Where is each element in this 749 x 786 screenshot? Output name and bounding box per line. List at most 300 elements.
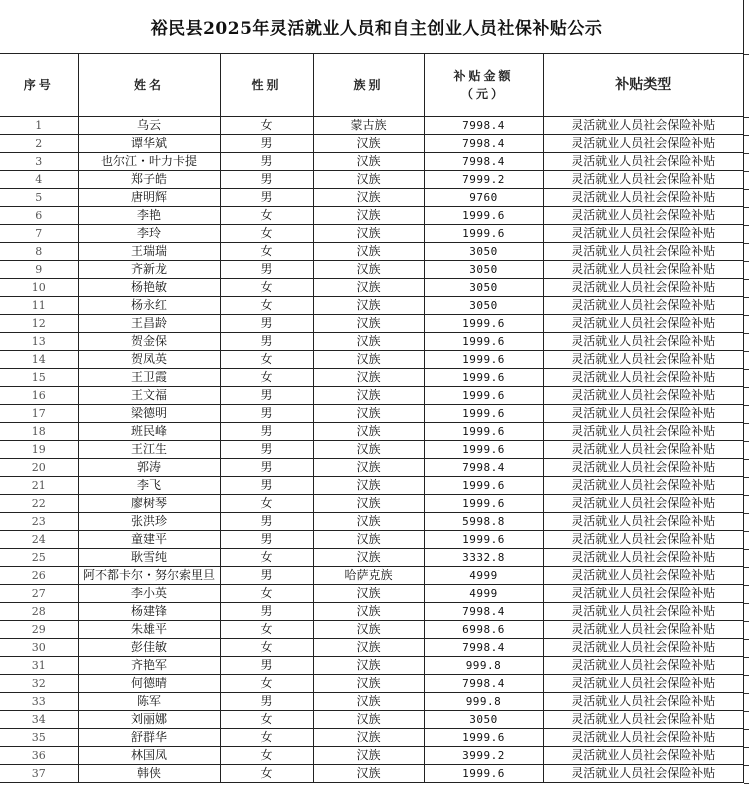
cell-name: 郭涛 [78, 459, 220, 477]
edge-tick [744, 387, 749, 388]
cell-no: 26 [0, 567, 78, 585]
cell-name: 梁德明 [78, 405, 220, 423]
edge-tick [744, 765, 749, 766]
cell-ethnicity: 汉族 [313, 369, 424, 387]
edge-tick [744, 585, 749, 586]
cell-no: 2 [0, 135, 78, 153]
cell-no: 35 [0, 729, 78, 747]
table-row [0, 639, 743, 657]
cell-no: 20 [0, 459, 78, 477]
cell-amount: 999.8 [424, 657, 543, 675]
cell-type: 灵活就业人员社会保险补贴 [543, 243, 743, 261]
cell-gender: 男 [220, 333, 313, 351]
cell-gender: 男 [220, 567, 313, 585]
cell-no: 36 [0, 747, 78, 765]
cell-name: 王卫霞 [78, 369, 220, 387]
edge-tick [744, 711, 749, 712]
cell-amount: 3050 [424, 711, 543, 729]
cell-gender: 女 [220, 675, 313, 693]
cell-gender: 男 [220, 387, 313, 405]
table-row [0, 441, 743, 459]
cell-type: 灵活就业人员社会保险补贴 [543, 531, 743, 549]
edge-tick [744, 567, 749, 568]
cell-type: 灵活就业人员社会保险补贴 [543, 567, 743, 585]
table-row [0, 279, 743, 297]
cell-ethnicity: 汉族 [313, 747, 424, 765]
subsidy-table [0, 54, 743, 783]
cell-name: 阿不都卡尔・努尔索里旦 [78, 567, 220, 585]
header-type: 补贴类型 [543, 54, 743, 117]
cell-amount: 3050 [424, 297, 543, 315]
document-title: 裕民县2025年灵活就业人员和自主创业人员社保补贴公示 [150, 19, 603, 39]
cell-type: 灵活就业人员社会保险补贴 [543, 351, 743, 369]
cell-no: 16 [0, 387, 78, 405]
cell-gender: 男 [220, 423, 313, 441]
cell-amount: 7998.4 [424, 135, 543, 153]
cell-name: 齐艳军 [78, 657, 220, 675]
table-body [0, 117, 743, 783]
table-row [0, 315, 743, 333]
table-row [0, 423, 743, 441]
cell-ethnicity: 汉族 [313, 711, 424, 729]
header-ethnicity: 族别 [313, 54, 424, 117]
cell-type: 灵活就业人员社会保险补贴 [543, 135, 743, 153]
cell-name: 杨艳敏 [78, 279, 220, 297]
cell-type: 灵活就业人员社会保险补贴 [543, 387, 743, 405]
cell-gender: 女 [220, 243, 313, 261]
edge-tick [744, 657, 749, 658]
cell-amount: 7998.4 [424, 675, 543, 693]
cell-gender: 男 [220, 441, 313, 459]
edge-tick [744, 315, 749, 316]
cell-name: 李飞 [78, 477, 220, 495]
cell-no: 32 [0, 675, 78, 693]
cell-amount: 4999 [424, 567, 543, 585]
cell-ethnicity: 汉族 [313, 549, 424, 567]
table-row [0, 369, 743, 387]
cell-amount: 1999.6 [424, 315, 543, 333]
cell-gender: 女 [220, 729, 313, 747]
cell-no: 9 [0, 261, 78, 279]
cell-name: 唐明辉 [78, 189, 220, 207]
cell-gender: 男 [220, 693, 313, 711]
cell-gender: 女 [220, 351, 313, 369]
cell-no: 19 [0, 441, 78, 459]
table-row [0, 495, 743, 513]
cell-ethnicity: 汉族 [313, 603, 424, 621]
table-row [0, 531, 743, 549]
cell-name: 廖树琴 [78, 495, 220, 513]
cell-amount: 1999.6 [424, 369, 543, 387]
cell-no: 34 [0, 711, 78, 729]
cell-no: 17 [0, 405, 78, 423]
cell-name: 杨永红 [78, 297, 220, 315]
cell-name: 林国凤 [78, 747, 220, 765]
table-row [0, 549, 743, 567]
cell-ethnicity: 汉族 [313, 387, 424, 405]
table-row [0, 333, 743, 351]
edge-tick [744, 117, 749, 118]
edge-tick [744, 477, 749, 478]
cell-amount: 1999.6 [424, 423, 543, 441]
edge-tick [744, 369, 749, 370]
cell-name: 刘丽娜 [78, 711, 220, 729]
cell-gender: 男 [220, 657, 313, 675]
table-row [0, 261, 743, 279]
cell-gender: 女 [220, 549, 313, 567]
cell-no: 7 [0, 225, 78, 243]
cell-gender: 男 [220, 603, 313, 621]
cell-amount: 1999.6 [424, 477, 543, 495]
cell-type: 灵活就业人员社会保险补贴 [543, 297, 743, 315]
edge-tick [744, 279, 749, 280]
cell-gender: 女 [220, 639, 313, 657]
cell-ethnicity: 汉族 [313, 477, 424, 495]
cell-type: 灵活就业人员社会保险补贴 [543, 333, 743, 351]
cell-ethnicity: 汉族 [313, 189, 424, 207]
edge-tick [744, 459, 749, 460]
edge-tick [744, 153, 749, 154]
cell-ethnicity: 汉族 [313, 171, 424, 189]
cell-ethnicity: 汉族 [313, 243, 424, 261]
cell-amount: 1999.6 [424, 495, 543, 513]
cell-amount: 3999.2 [424, 747, 543, 765]
cell-no: 14 [0, 351, 78, 369]
cell-type: 灵活就业人员社会保险补贴 [543, 423, 743, 441]
edge-tick [744, 423, 749, 424]
cell-name: 王江生 [78, 441, 220, 459]
cell-amount: 3332.8 [424, 549, 543, 567]
cell-type: 灵活就业人员社会保险补贴 [543, 657, 743, 675]
cell-type: 灵活就业人员社会保险补贴 [543, 693, 743, 711]
cell-gender: 男 [220, 405, 313, 423]
table-row [0, 567, 743, 585]
cell-type: 灵活就业人员社会保险补贴 [543, 711, 743, 729]
cell-gender: 女 [220, 765, 313, 783]
edge-tick [744, 225, 749, 226]
header-row [0, 54, 743, 117]
edge-tick [744, 495, 749, 496]
cell-no: 37 [0, 765, 78, 783]
cell-ethnicity: 汉族 [313, 621, 424, 639]
cell-type: 灵活就业人员社会保险补贴 [543, 639, 743, 657]
edge-tick [744, 603, 749, 604]
table-row [0, 657, 743, 675]
edge-tick [744, 675, 749, 676]
cell-name: 朱雄平 [78, 621, 220, 639]
edge-tick [744, 693, 749, 694]
cell-ethnicity: 汉族 [313, 765, 424, 783]
header-amount-line2: （元） [460, 87, 506, 101]
cell-ethnicity: 汉族 [313, 693, 424, 711]
cell-no: 23 [0, 513, 78, 531]
cell-type: 灵活就业人员社会保险补贴 [543, 261, 743, 279]
table-row [0, 387, 743, 405]
cell-no: 31 [0, 657, 78, 675]
cell-name: 郑子皓 [78, 171, 220, 189]
cell-ethnicity: 汉族 [313, 351, 424, 369]
cell-amount: 7998.4 [424, 639, 543, 657]
cell-type: 灵活就业人员社会保险补贴 [543, 729, 743, 747]
cell-no: 24 [0, 531, 78, 549]
edge-tick [744, 54, 749, 55]
cell-ethnicity: 汉族 [313, 315, 424, 333]
cell-gender: 女 [220, 495, 313, 513]
cell-ethnicity: 汉族 [313, 405, 424, 423]
cell-no: 8 [0, 243, 78, 261]
cell-gender: 男 [220, 315, 313, 333]
table-row [0, 171, 743, 189]
cell-gender: 女 [220, 279, 313, 297]
cell-amount: 3050 [424, 279, 543, 297]
edge-tick [744, 351, 749, 352]
table-row [0, 585, 743, 603]
cell-type: 灵活就业人员社会保险补贴 [543, 405, 743, 423]
cell-ethnicity: 汉族 [313, 333, 424, 351]
cell-ethnicity: 汉族 [313, 135, 424, 153]
edge-tick [744, 729, 749, 730]
table-row [0, 729, 743, 747]
cell-amount: 1999.6 [424, 441, 543, 459]
table-row [0, 477, 743, 495]
cell-type: 灵活就业人员社会保险补贴 [543, 585, 743, 603]
cell-type: 灵活就业人员社会保险补贴 [543, 153, 743, 171]
cell-no: 10 [0, 279, 78, 297]
table-row [0, 351, 743, 369]
cell-amount: 1999.6 [424, 729, 543, 747]
cell-amount: 7999.2 [424, 171, 543, 189]
table-row [0, 675, 743, 693]
edge-tick [744, 549, 749, 550]
cell-type: 灵活就业人员社会保险补贴 [543, 513, 743, 531]
cell-type: 灵活就业人员社会保险补贴 [543, 675, 743, 693]
header-amount-line1: 补贴金额 [453, 69, 514, 83]
cell-type: 灵活就业人员社会保险补贴 [543, 279, 743, 297]
edge-tick [744, 243, 749, 244]
cell-type: 灵活就业人员社会保险补贴 [543, 315, 743, 333]
cell-no: 11 [0, 297, 78, 315]
table-row [0, 207, 743, 225]
cell-gender: 女 [220, 225, 313, 243]
cell-gender: 男 [220, 513, 313, 531]
edge-tick [744, 747, 749, 748]
cell-name: 舒群华 [78, 729, 220, 747]
cell-name: 耿雪纯 [78, 549, 220, 567]
cell-name: 韩侠 [78, 765, 220, 783]
cell-amount: 1999.6 [424, 207, 543, 225]
cell-type: 灵活就业人员社会保险补贴 [543, 621, 743, 639]
cell-gender: 女 [220, 747, 313, 765]
cell-gender: 男 [220, 135, 313, 153]
cell-gender: 女 [220, 585, 313, 603]
table-row [0, 405, 743, 423]
cell-ethnicity: 汉族 [313, 153, 424, 171]
edge-tick [744, 639, 749, 640]
cell-amount: 1999.6 [424, 351, 543, 369]
cell-no: 29 [0, 621, 78, 639]
cell-amount: 1999.6 [424, 531, 543, 549]
cell-gender: 男 [220, 531, 313, 549]
cell-gender: 男 [220, 261, 313, 279]
edge-tick [744, 261, 749, 262]
edge-tick [744, 783, 749, 784]
cell-amount: 999.8 [424, 693, 543, 711]
edge-tick [744, 531, 749, 532]
cell-ethnicity: 汉族 [313, 225, 424, 243]
cell-ethnicity: 汉族 [313, 261, 424, 279]
table-row [0, 225, 743, 243]
cell-amount: 9760 [424, 189, 543, 207]
table-row [0, 117, 743, 135]
table-row [0, 297, 743, 315]
table-row [0, 693, 743, 711]
cell-amount: 1999.6 [424, 225, 543, 243]
edge-tick [744, 441, 749, 442]
table-row [0, 711, 743, 729]
cell-name: 李艳 [78, 207, 220, 225]
cell-amount: 7998.4 [424, 603, 543, 621]
cell-type: 灵活就业人员社会保险补贴 [543, 477, 743, 495]
cell-ethnicity: 汉族 [313, 729, 424, 747]
cell-type: 灵活就业人员社会保险补贴 [543, 369, 743, 387]
cell-name: 杨建锋 [78, 603, 220, 621]
header-amount [424, 54, 543, 117]
cell-ethnicity: 汉族 [313, 297, 424, 315]
cell-no: 27 [0, 585, 78, 603]
cell-type: 灵活就业人员社会保险补贴 [543, 459, 743, 477]
cell-amount: 1999.6 [424, 765, 543, 783]
cell-amount: 7998.4 [424, 117, 543, 135]
cell-no: 1 [0, 117, 78, 135]
cell-ethnicity: 汉族 [313, 207, 424, 225]
table-row [0, 189, 743, 207]
cell-no: 12 [0, 315, 78, 333]
cell-amount: 1999.6 [424, 405, 543, 423]
cell-no: 30 [0, 639, 78, 657]
cell-ethnicity: 汉族 [313, 495, 424, 513]
table-row [0, 603, 743, 621]
cell-no: 5 [0, 189, 78, 207]
cell-amount: 3050 [424, 243, 543, 261]
cell-type: 灵活就业人员社会保险补贴 [543, 117, 743, 135]
cell-ethnicity: 汉族 [313, 513, 424, 531]
cell-type: 灵活就业人员社会保险补贴 [543, 495, 743, 513]
cell-name: 齐新龙 [78, 261, 220, 279]
cell-amount: 7998.4 [424, 459, 543, 477]
cell-no: 13 [0, 333, 78, 351]
table-row [0, 243, 743, 261]
cell-ethnicity: 汉族 [313, 531, 424, 549]
cell-gender: 男 [220, 477, 313, 495]
cell-gender: 女 [220, 621, 313, 639]
cell-name: 贺金保 [78, 333, 220, 351]
cell-amount: 4999 [424, 585, 543, 603]
cell-name: 王瑞瑞 [78, 243, 220, 261]
cell-no: 18 [0, 423, 78, 441]
cell-amount: 1999.6 [424, 333, 543, 351]
edge-tick [744, 333, 749, 334]
cell-gender: 男 [220, 171, 313, 189]
cell-ethnicity: 汉族 [313, 441, 424, 459]
cell-gender: 男 [220, 153, 313, 171]
cell-ethnicity: 汉族 [313, 423, 424, 441]
cell-ethnicity: 汉族 [313, 279, 424, 297]
cell-name: 张洪珍 [78, 513, 220, 531]
cell-no: 28 [0, 603, 78, 621]
cell-name: 童建平 [78, 531, 220, 549]
edge-tick [744, 171, 749, 172]
cell-ethnicity: 汉族 [313, 639, 424, 657]
cell-ethnicity: 汉族 [313, 675, 424, 693]
cell-amount: 1999.6 [424, 387, 543, 405]
cell-no: 21 [0, 477, 78, 495]
cell-gender: 女 [220, 369, 313, 387]
edge-tick [744, 513, 749, 514]
cell-name: 乌云 [78, 117, 220, 135]
header-no: 序号 [0, 54, 78, 117]
table-row [0, 621, 743, 639]
cell-ethnicity: 哈萨克族 [313, 567, 424, 585]
table-row [0, 747, 743, 765]
cell-gender: 女 [220, 297, 313, 315]
cell-gender: 女 [220, 117, 313, 135]
cell-gender: 男 [220, 459, 313, 477]
cell-type: 灵活就业人员社会保险补贴 [543, 189, 743, 207]
cell-ethnicity: 蒙古族 [313, 117, 424, 135]
table-row [0, 765, 743, 783]
cell-name: 彭佳敏 [78, 639, 220, 657]
edge-tick [744, 135, 749, 136]
cell-amount: 7998.4 [424, 153, 543, 171]
cell-type: 灵活就业人员社会保险补贴 [543, 207, 743, 225]
edge-tick [744, 189, 749, 190]
cell-name: 班民峰 [78, 423, 220, 441]
cell-name: 贺凤英 [78, 351, 220, 369]
cell-type: 灵活就业人员社会保险补贴 [543, 765, 743, 783]
cell-amount: 6998.6 [424, 621, 543, 639]
cell-no: 22 [0, 495, 78, 513]
cell-gender: 男 [220, 189, 313, 207]
cell-ethnicity: 汉族 [313, 459, 424, 477]
cell-amount: 3050 [424, 261, 543, 279]
edge-tick [744, 207, 749, 208]
cell-no: 25 [0, 549, 78, 567]
cell-ethnicity: 汉族 [313, 585, 424, 603]
cell-amount: 5998.8 [424, 513, 543, 531]
header-name: 姓名 [78, 54, 220, 117]
table-row [0, 135, 743, 153]
cell-type: 灵活就业人员社会保险补贴 [543, 171, 743, 189]
cell-no: 33 [0, 693, 78, 711]
cell-name: 何德晴 [78, 675, 220, 693]
edge-tick [744, 297, 749, 298]
title-row [0, 0, 743, 54]
cell-type: 灵活就业人员社会保险补贴 [543, 441, 743, 459]
cell-name: 也尔江・叶力卡提 [78, 153, 220, 171]
cell-no: 6 [0, 207, 78, 225]
table-row [0, 513, 743, 531]
cell-gender: 女 [220, 711, 313, 729]
cell-type: 灵活就业人员社会保险补贴 [543, 747, 743, 765]
header-gender: 性别 [220, 54, 313, 117]
cell-name: 王文福 [78, 387, 220, 405]
edge-tick [744, 405, 749, 406]
cell-type: 灵活就业人员社会保险补贴 [543, 225, 743, 243]
cell-gender: 女 [220, 207, 313, 225]
cell-type: 灵活就业人员社会保险补贴 [543, 549, 743, 567]
cell-name: 李小英 [78, 585, 220, 603]
table-row [0, 153, 743, 171]
